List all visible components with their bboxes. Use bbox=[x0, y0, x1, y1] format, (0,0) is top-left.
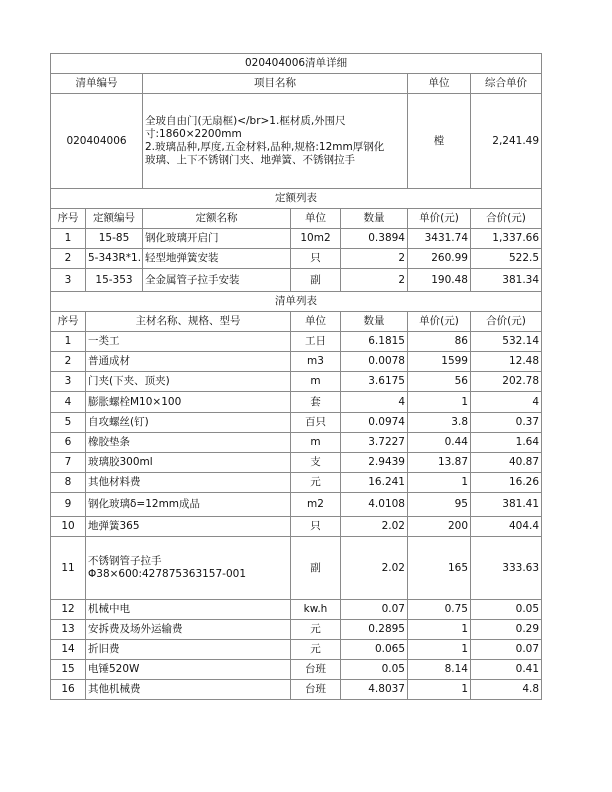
table-row bbox=[51, 372, 542, 392]
quota-qty: 2 bbox=[341, 249, 408, 269]
quota-unit: 副 bbox=[291, 269, 341, 292]
quota-qty: 2 bbox=[341, 269, 408, 292]
material-name: 橡胶垫条 bbox=[86, 433, 291, 453]
material-qty: 3.6175 bbox=[341, 372, 408, 392]
material-no: 2 bbox=[51, 352, 86, 372]
material-name: 门夹(下夹、顶夹) bbox=[86, 372, 291, 392]
material-unit: 台班 bbox=[291, 680, 341, 700]
quota-no: 1 bbox=[51, 229, 86, 249]
material-unit: 套 bbox=[291, 392, 341, 413]
material-no: 10 bbox=[51, 517, 86, 537]
material-qty: 4 bbox=[341, 392, 408, 413]
quota-unit: 10m2 bbox=[291, 229, 341, 249]
material-qty: 0.0078 bbox=[341, 352, 408, 372]
quota-total: 522.5 bbox=[471, 249, 542, 269]
header-code: 清单编号 bbox=[51, 74, 143, 94]
table-row bbox=[51, 517, 542, 537]
material-no: 4 bbox=[51, 392, 86, 413]
table-row bbox=[51, 537, 542, 600]
material-qty: 2.9439 bbox=[341, 453, 408, 473]
quota-header-qty: 数量 bbox=[341, 209, 408, 229]
material-price: 0.44 bbox=[408, 433, 471, 453]
quota-header-price: 单价(元) bbox=[408, 209, 471, 229]
table-row bbox=[51, 473, 542, 493]
header-price: 综合单价 bbox=[471, 74, 542, 94]
material-total: 333.63 bbox=[471, 537, 542, 600]
header-name: 项目名称 bbox=[143, 74, 408, 94]
quota-header-code: 定额编号 bbox=[86, 209, 143, 229]
material-price: 200 bbox=[408, 517, 471, 537]
material-total: 0.05 bbox=[471, 600, 542, 620]
material-unit: 元 bbox=[291, 620, 341, 640]
quota-code: 15-85 bbox=[86, 229, 143, 249]
material-qty: 16.241 bbox=[341, 473, 408, 493]
quota-no: 2 bbox=[51, 249, 86, 269]
material-total: 16.26 bbox=[471, 473, 542, 493]
material-name-line: 不锈钢管子拉手 bbox=[88, 555, 162, 567]
table-row bbox=[51, 660, 542, 680]
quota-price: 190.48 bbox=[408, 269, 471, 292]
material-total: 0.41 bbox=[471, 660, 542, 680]
material-unit: 支 bbox=[291, 453, 341, 473]
material-total: 40.87 bbox=[471, 453, 542, 473]
item-name-line: 玻璃、上下不锈钢门夹、地弹簧、不锈钢拉手 bbox=[145, 154, 355, 166]
material-no: 8 bbox=[51, 473, 86, 493]
item-name-line: 2.玻璃品种,厚度,五金材料,品种,规格:12mm厚钢化 bbox=[145, 141, 385, 153]
quota-price: 3431.74 bbox=[408, 229, 471, 249]
materials-section-title: 清单列表 bbox=[51, 292, 542, 312]
material-total: 4 bbox=[471, 392, 542, 413]
material-price: 1 bbox=[408, 620, 471, 640]
material-total: 12.48 bbox=[471, 352, 542, 372]
material-qty: 2.02 bbox=[341, 517, 408, 537]
material-no: 1 bbox=[51, 332, 86, 352]
material-unit: m2 bbox=[291, 493, 341, 517]
material-price: 165 bbox=[408, 537, 471, 600]
table-row bbox=[51, 620, 542, 640]
material-qty: 3.7227 bbox=[341, 433, 408, 453]
material-price: 56 bbox=[408, 372, 471, 392]
material-unit: 台班 bbox=[291, 660, 341, 680]
table-row bbox=[51, 600, 542, 620]
table-row bbox=[51, 229, 542, 249]
material-price: 95 bbox=[408, 493, 471, 517]
table-row bbox=[51, 332, 542, 352]
quota-code: 15-353 bbox=[86, 269, 143, 292]
material-unit: m bbox=[291, 433, 341, 453]
material-no: 12 bbox=[51, 600, 86, 620]
material-price: 1 bbox=[408, 392, 471, 413]
material-unit: m3 bbox=[291, 352, 341, 372]
material-name: 安拆费及场外运输费 bbox=[86, 620, 291, 640]
material-unit: 元 bbox=[291, 640, 341, 660]
material-name: 电锤520W bbox=[86, 660, 291, 680]
quota-name: 轻型地弹簧安装 bbox=[143, 249, 291, 269]
quota-code: 5-343R*1. bbox=[86, 249, 143, 269]
item-name-line: 全玻自由门(无扇框)</br>1.框材质,外围尺 bbox=[145, 115, 346, 127]
material-name: 钢化玻璃δ=12mm成品 bbox=[86, 493, 291, 517]
materials-body bbox=[51, 332, 542, 700]
table-row bbox=[51, 413, 542, 433]
table-row bbox=[51, 392, 542, 413]
item-name bbox=[143, 94, 408, 189]
material-total: 0.07 bbox=[471, 640, 542, 660]
quota-header-unit: 单位 bbox=[291, 209, 341, 229]
item-code: 020404006 bbox=[51, 94, 143, 189]
quota-total: 381.34 bbox=[471, 269, 542, 292]
material-name: 玻璃胶300ml bbox=[86, 453, 291, 473]
quota-section-title: 定额列表 bbox=[51, 189, 542, 209]
quota-unit: 只 bbox=[291, 249, 341, 269]
material-qty: 0.065 bbox=[341, 640, 408, 660]
material-price: 1 bbox=[408, 473, 471, 493]
material-unit: 百只 bbox=[291, 413, 341, 433]
material-qty: 2.02 bbox=[341, 537, 408, 600]
material-price: 86 bbox=[408, 332, 471, 352]
material-price: 1 bbox=[408, 640, 471, 660]
material-qty: 6.1815 bbox=[341, 332, 408, 352]
material-qty: 0.05 bbox=[341, 660, 408, 680]
table-row bbox=[51, 269, 542, 292]
material-no: 5 bbox=[51, 413, 86, 433]
material-name: 一类工 bbox=[86, 332, 291, 352]
material-unit: 只 bbox=[291, 517, 341, 537]
material-no: 16 bbox=[51, 680, 86, 700]
materials-header-qty: 数量 bbox=[341, 312, 408, 332]
table-row bbox=[51, 453, 542, 473]
material-price: 0.75 bbox=[408, 600, 471, 620]
material-no: 3 bbox=[51, 372, 86, 392]
material-qty: 0.2895 bbox=[341, 620, 408, 640]
table-row bbox=[51, 640, 542, 660]
material-name bbox=[86, 537, 291, 600]
material-qty: 4.0108 bbox=[341, 493, 408, 517]
quota-price: 260.99 bbox=[408, 249, 471, 269]
quota-header-total: 合价(元) bbox=[471, 209, 542, 229]
material-total: 532.14 bbox=[471, 332, 542, 352]
quota-header-no: 序号 bbox=[51, 209, 86, 229]
material-no: 11 bbox=[51, 537, 86, 600]
item-price: 2,241.49 bbox=[471, 94, 542, 189]
material-unit: 元 bbox=[291, 473, 341, 493]
material-price: 3.8 bbox=[408, 413, 471, 433]
material-total: 0.37 bbox=[471, 413, 542, 433]
material-total: 404.4 bbox=[471, 517, 542, 537]
material-name: 机械中电 bbox=[86, 600, 291, 620]
materials-header-unit: 单位 bbox=[291, 312, 341, 332]
quota-name: 全金属管子拉手安装 bbox=[143, 269, 291, 292]
table-row bbox=[51, 493, 542, 517]
material-price: 1599 bbox=[408, 352, 471, 372]
materials-header-price: 单价(元) bbox=[408, 312, 471, 332]
table-row bbox=[51, 433, 542, 453]
material-name: 普通成材 bbox=[86, 352, 291, 372]
material-name: 膨胀螺栓M10×100 bbox=[86, 392, 291, 413]
material-total: 202.78 bbox=[471, 372, 542, 392]
quota-name: 钢化玻璃开启门 bbox=[143, 229, 291, 249]
quota-no: 3 bbox=[51, 269, 86, 292]
material-qty: 4.8037 bbox=[341, 680, 408, 700]
table-row bbox=[51, 680, 542, 700]
material-total: 381.41 bbox=[471, 493, 542, 517]
material-price: 13.87 bbox=[408, 453, 471, 473]
material-total: 4.8 bbox=[471, 680, 542, 700]
quota-header-name: 定额名称 bbox=[143, 209, 291, 229]
material-total: 1.64 bbox=[471, 433, 542, 453]
material-no: 7 bbox=[51, 453, 86, 473]
bill-detail-table bbox=[50, 53, 542, 700]
material-qty: 0.0974 bbox=[341, 413, 408, 433]
table-title: 020404006清单详细 bbox=[51, 54, 542, 74]
item-unit: 樘 bbox=[408, 94, 471, 189]
material-no: 14 bbox=[51, 640, 86, 660]
material-unit: m bbox=[291, 372, 341, 392]
item-name-line: 寸:1860×2200mm bbox=[145, 128, 242, 140]
materials-header-name: 主材名称、规格、型号 bbox=[86, 312, 291, 332]
material-no: 9 bbox=[51, 493, 86, 517]
material-no: 13 bbox=[51, 620, 86, 640]
material-total: 0.29 bbox=[471, 620, 542, 640]
material-name: 其他材料费 bbox=[86, 473, 291, 493]
materials-header-no: 序号 bbox=[51, 312, 86, 332]
material-qty: 0.07 bbox=[341, 600, 408, 620]
header-unit: 单位 bbox=[408, 74, 471, 94]
table-row bbox=[51, 249, 542, 269]
material-name: 自攻螺丝(钉) bbox=[86, 413, 291, 433]
material-unit: kw.h bbox=[291, 600, 341, 620]
material-no: 15 bbox=[51, 660, 86, 680]
material-name: 其他机械费 bbox=[86, 680, 291, 700]
material-price: 1 bbox=[408, 680, 471, 700]
material-unit: 副 bbox=[291, 537, 341, 600]
quota-total: 1,337.66 bbox=[471, 229, 542, 249]
material-unit: 工日 bbox=[291, 332, 341, 352]
material-name: 地弹簧365 bbox=[86, 517, 291, 537]
material-name: 折旧费 bbox=[86, 640, 291, 660]
material-name-line: Φ38×600:427875363157-001 bbox=[88, 568, 246, 580]
table-row bbox=[51, 352, 542, 372]
quota-qty: 0.3894 bbox=[341, 229, 408, 249]
material-no: 6 bbox=[51, 433, 86, 453]
material-price: 8.14 bbox=[408, 660, 471, 680]
materials-header-total: 合价(元) bbox=[471, 312, 542, 332]
